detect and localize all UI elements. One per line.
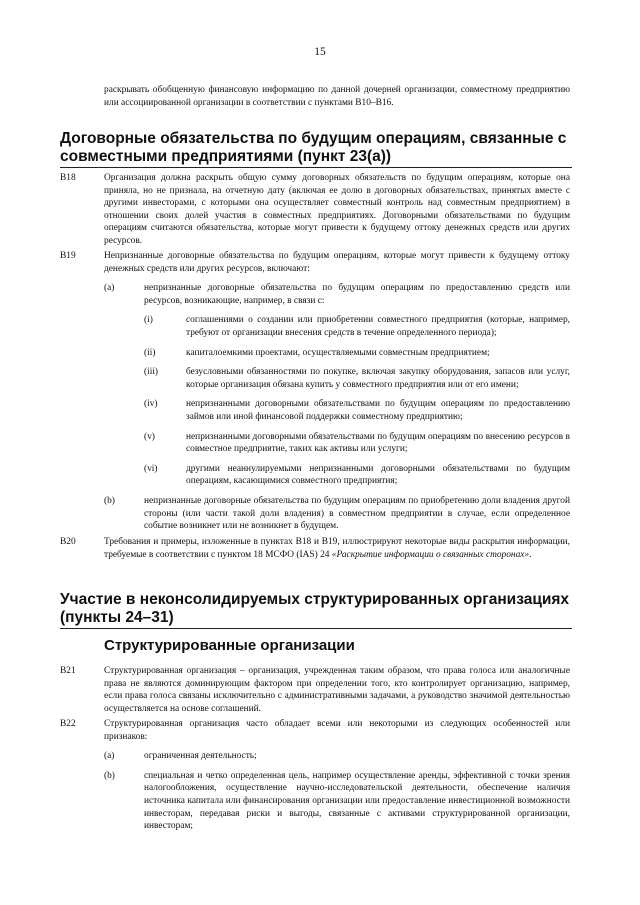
sub-item-text: другими неаннулируемыми непризнанными договорными обязательствами по будущим операциям, касающимися совместного предприятия;: [186, 463, 570, 487]
item-text: специальная и четко определенная цель, например осуществление аренды, эффективной с точки зрения налогообложения, осуществление научно-исследовательской деятельности, обеспечение наличия источника капитала или финансирования организации или предоставление инвестиционной возможности инвесторам, передавая риски и выгоды, связанные с активами структурированной организации, инвесторам;: [144, 770, 570, 832]
page-number: 15: [314, 46, 326, 58]
item-text: непризнанные договорные обязательства по будущим операциям по предоставлению средств или ресурсов, возникающие, например, в связи с:: [144, 283, 570, 306]
paragraph-b22: [60, 718, 570, 833]
paragraph-text-main: Требования и примеры, изложенные в пунктах B18 и B19, иллюстрируют некоторые виды раскрытия информации, требуемые в соответствии с пунктом 18 МСФО (IAS) 24: [104, 537, 570, 560]
list-item-a: [104, 282, 570, 488]
sub-item-label: (iii): [144, 367, 159, 378]
sub-item-label: (iv): [144, 399, 158, 410]
paragraph-number: B19: [60, 251, 76, 261]
standard-title: «Раскрытие информации о связанных сторонах»: [331, 549, 530, 560]
paragraph-text: Структурированная организация часто обладает всеми или некоторыми из следующих особенностей или признаков:: [104, 719, 570, 742]
paragraph-text: Непризнанные договорные обязательства по будущим операциям, которые могут привести к будущему оттоку денежных средств или других ресурсов, включают:: [104, 251, 570, 274]
paragraph-b19: [60, 250, 570, 533]
sub-item: [144, 463, 570, 488]
sub-item-text: непризнанными договорными обязательствами по будущим операциям по внесению ресурсов в совместное предприятие, таких как активы или услуги;: [186, 431, 570, 455]
paragraph-b20: [60, 536, 570, 561]
sub-item-text: соглашениями о создании или приобретении совместного предприятия (которые, например, требуют от организации внесения средств в течение определенного периода);: [186, 315, 570, 338]
paragraph-number: B21: [60, 666, 76, 676]
sub-item-text: капиталоемкими проектами, осуществляемыми совместным предприятием;: [186, 347, 490, 358]
sub-item: [144, 314, 570, 339]
paragraph-text: Организация должна раскрыть общую сумму договорных обязательств по будущим операциям, которые она приняла, но не признала, на отчетную дату (включая ее долю в договорных обязательствах, принятых вместе с другими инвесторами, с которыми она осуществляет совместный контроль над совместным предприятием) в отношении своих долей участия в совместных предприятиях. Договорными обязательствами по будущим операциям считаются обязательства, которые могут привести к будущему оттоку денежных средств или других ресурсов.: [104, 173, 570, 246]
subheading-structured-organizations: Структурированные организации: [104, 637, 355, 654]
paragraph-number: B20: [60, 537, 76, 547]
sub-item-label: (vi): [144, 463, 158, 474]
list-item-a: [104, 750, 570, 763]
list-item-b: [104, 770, 570, 833]
sub-item-text: непризнанными договорными обязательствами по будущим операциям по предоставлению займов или иной финансовой поддержки совместному предприятию;: [186, 399, 570, 422]
item-label: (a): [104, 283, 115, 294]
intro-paragraph: раскрывать обобщенную финансовую информацию по данной дочерней организации, совместному предприятию или ассоциированной организации в соответствии с пунктами B10–B16.: [104, 85, 570, 108]
item-label: (b): [104, 495, 115, 506]
sub-item-label: (ii): [144, 347, 156, 358]
paragraph-text: [104, 536, 570, 561]
paragraph-text-end: .: [529, 549, 532, 560]
paragraph-b18: [60, 172, 570, 248]
list-item-b: [104, 495, 570, 533]
sub-item: [144, 398, 570, 423]
sub-item: [144, 366, 570, 391]
paragraph-number: B22: [60, 719, 76, 729]
item-text: ограниченная деятельность;: [144, 751, 257, 762]
sub-item-label: (i): [144, 315, 153, 326]
paragraph-number: B18: [60, 173, 76, 183]
sub-item-text: безусловными обязанностями по покупке, включая закупку оборудования, запасов или услуг, которые организация обязана купить у совместного предприятия или от его имени;: [186, 367, 570, 390]
paragraph-text: Структурированная организация – организация, учрежденная таким образом, что права голоса или аналогичные права не являются доминирующим фактором при определении того, кто контролирует организацию, например, если права голоса связаны исключительно с административными задачами, а руководство значимой деятельностью осуществляется на основе соглашений.: [104, 666, 570, 714]
item-text: непризнанные договорные обязательства по будущим операциям по приобретению доли владения другой стороны (или части такой доли владения) в совместном предприятии в случае, если определенное событие возникнет или не возникнет в будущем.: [144, 495, 570, 532]
sub-item-label: (v): [144, 431, 155, 442]
item-label: (a): [104, 751, 115, 762]
paragraph-b21: [60, 665, 570, 715]
sub-item: [144, 431, 570, 456]
sub-item: [144, 347, 570, 360]
item-label: (b): [104, 770, 115, 781]
section-heading-structured-entities: Участие в неконсолидируемых структурированных организациях (пункты 24–31): [60, 591, 572, 629]
section-heading-commitments: Договорные обязательства по будущим операциям, связанные с совместными предприятиями (пункт 23(а)): [60, 130, 572, 168]
